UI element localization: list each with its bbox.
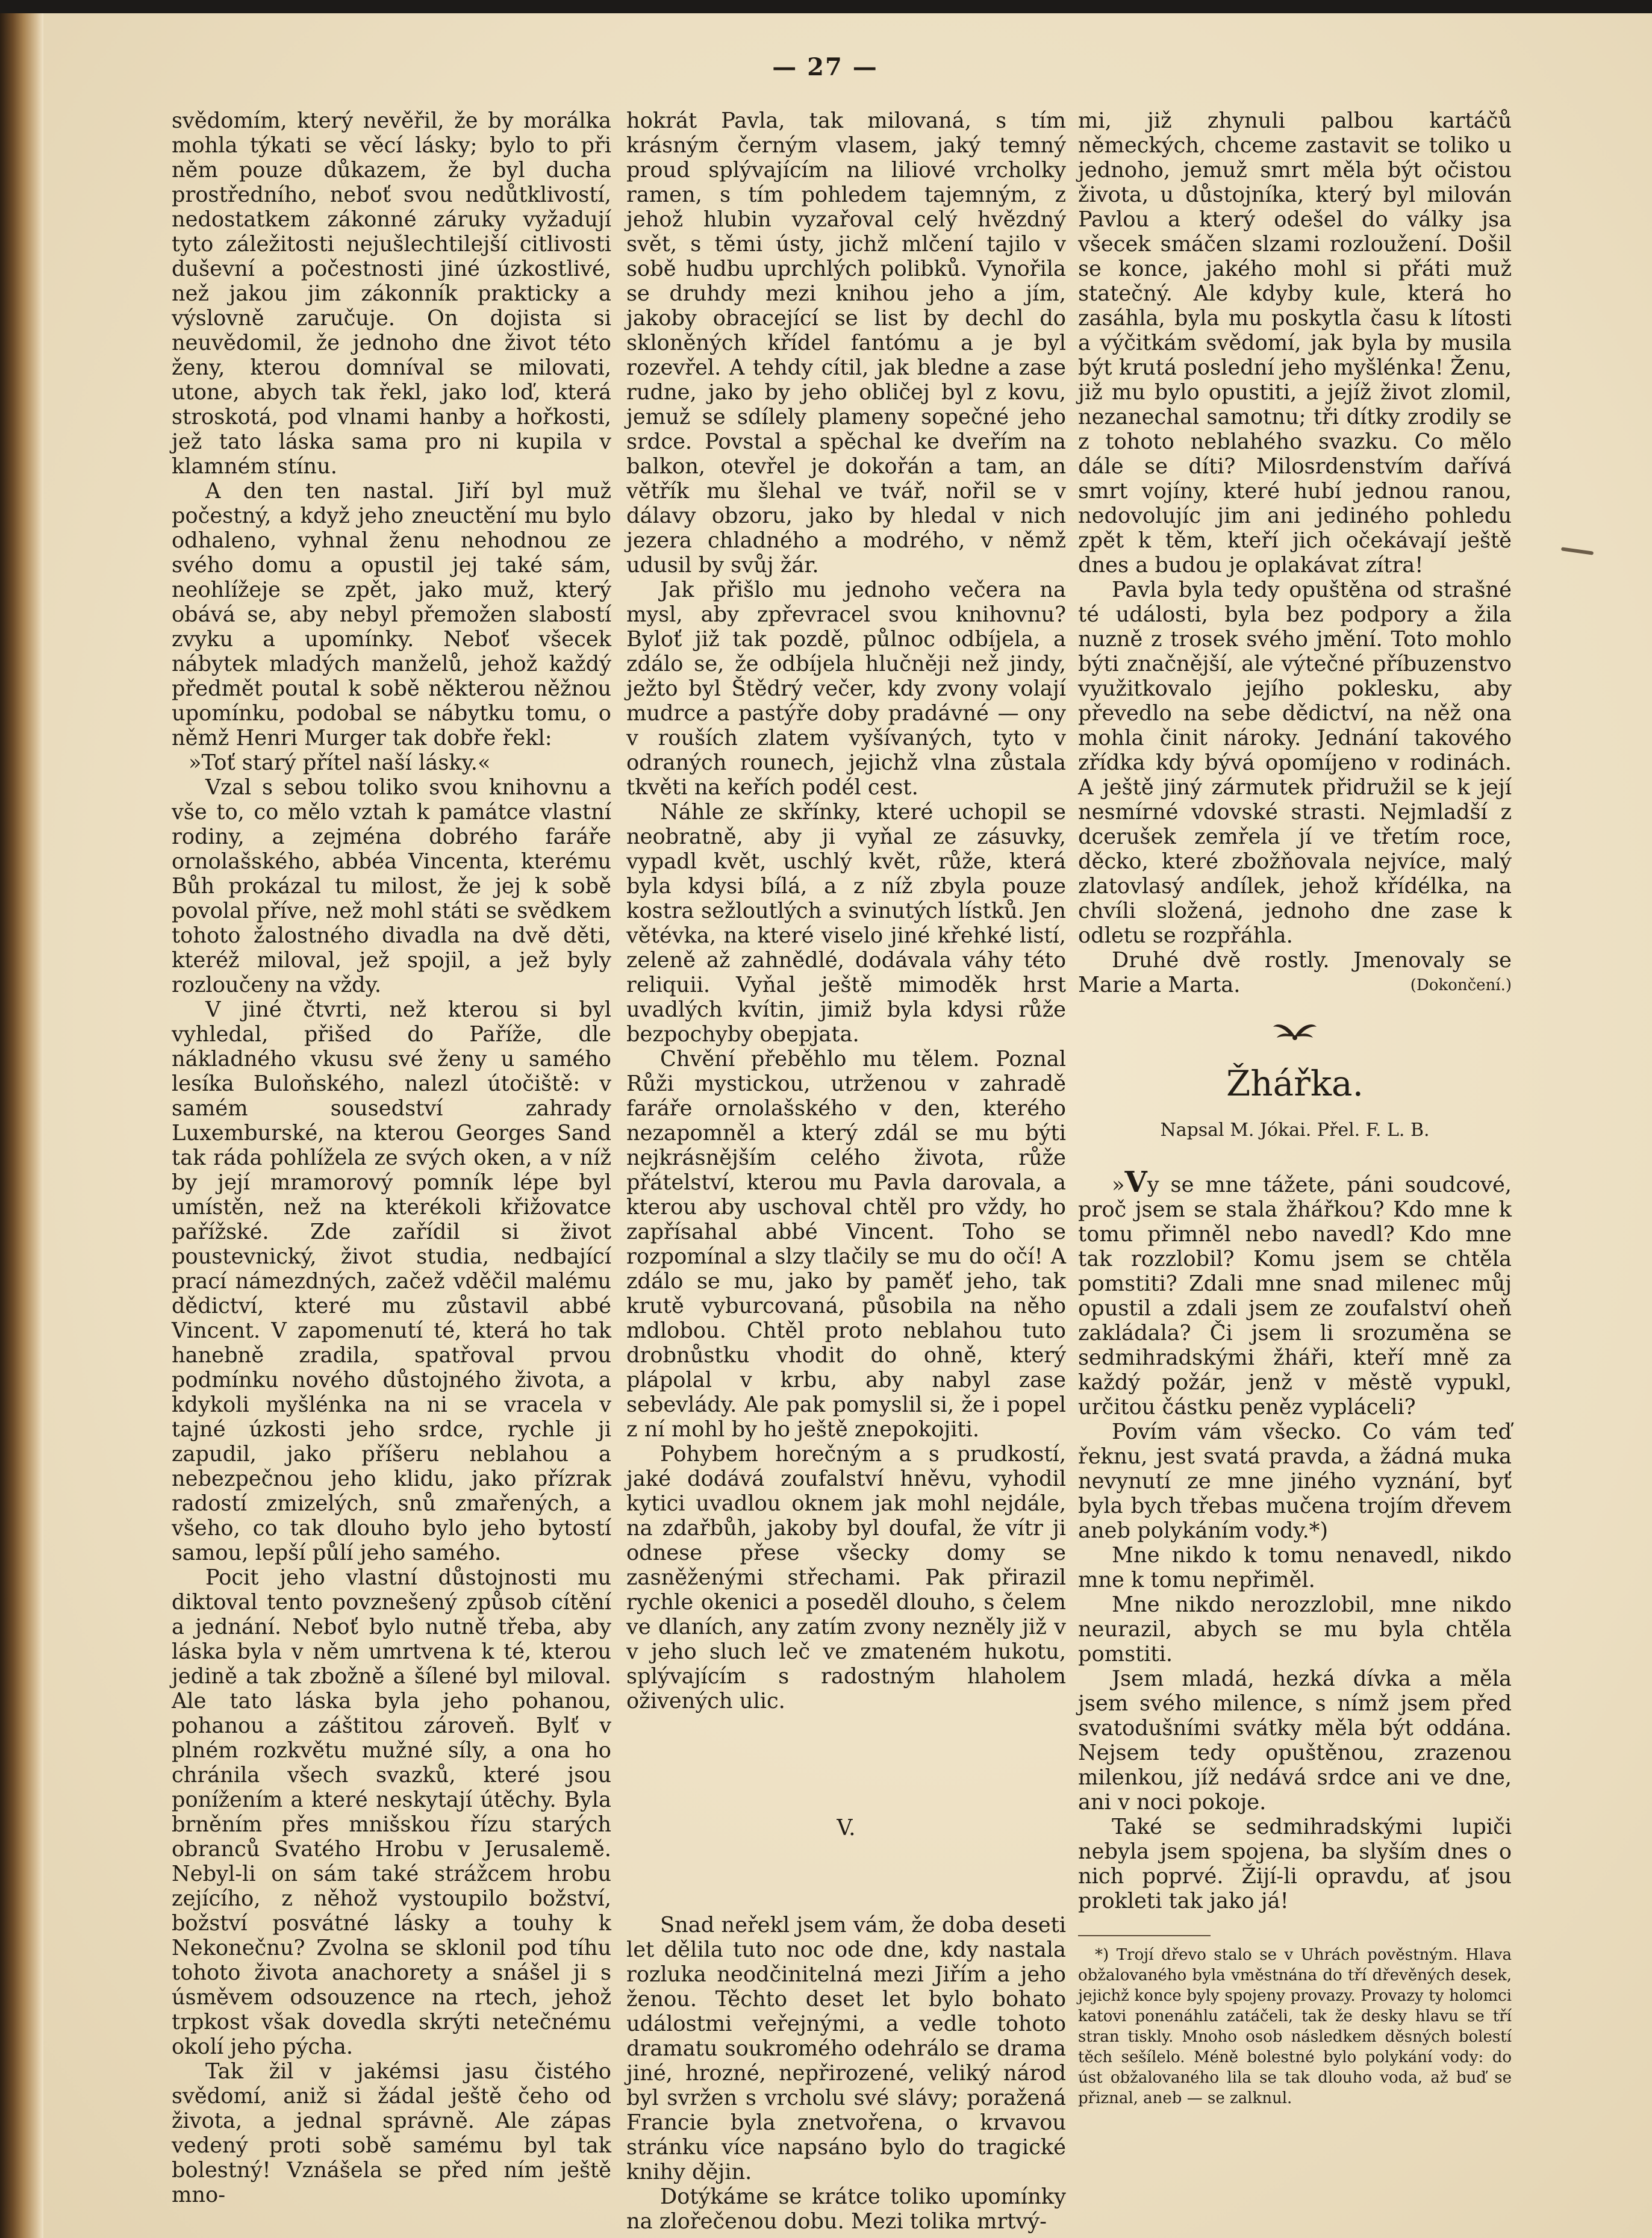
paragraph: Také se sedmihradskými lupiči nebyla jsem spojena, ba slyším dnes o nich poprvé. Žijí-li opravdu, ať jsou prokleti tak jako já!: [1078, 1815, 1512, 1913]
paragraph: Snad neřekl jsem vám, že doba deseti let dělila tuto noc ode dne, kdy nastala rozluka neodčinitelná mezi Jiřím a jeho ženou. Těchto deset let bylo bohato událostmi veřejnými, a vedle tohoto dramatu soukromého odehrálo se drama jiné, hrozné, nepřirozené, veliký národ byl svržen s vrcholu své slávy; poražená Francie byla znetvořena, o krvavou stránku více napsáno bylo do tragické knihy dějin.: [626, 1913, 1066, 2184]
paragraph: Jak přišlo mu jednoho večera na mysl, aby zpřevracel svou knihovnu? Byloť již tak pozdě, půlnoc odbíjela, a zdálo se, že odbíjela hlučněji než jindy, ježto byl Štědrý večer, kdy zvony volají mudrce a pastýře doby pradávné — ony v rouších zlatem vyšívaných, tyto v odraných rounech, jejichž vlna zůstala tkvěti na keřích podél cest.: [626, 578, 1066, 800]
text-column-1: [172, 108, 611, 2207]
page-binding-edge: [0, 13, 43, 2238]
paragraph: svědomím, který nevěřil, že by morálka mohla týkati se věcí lásky; bylo to při něm pouze důkazem, že byl ducha prostředního, neboť svou nedůtklivostí, nedostatkem zákonné záruky vyžadují tyto záležitosti nejušlechtilejší citlivosti duševní a počestnosti jiné úzkostlivé, než jakou jim zákonník prakticky a výslovně zaručuje. On dojista si neuvědomil, že jednoho dne život této ženy, kterou domníval se milovati, utone, abych tak řekl, jako loď, která stroskotá, pod vlnami hanby a hořkosti, jež tato láska sama pro ni kupila v klamném stínu.: [172, 108, 611, 479]
paragraph: Mne nikdo k tomu nenavedl, nikdo mne k tomu nepřiměl.: [1078, 1543, 1512, 1592]
story-first-text: y se mne tážete, páni soudcové, proč jsem se stala žhářkou? Kdo mne k tomu přimněl nebo navedl? Kdo mne tak rozzlobil? Komu jsem se chtěla pomstiti? Zdali mne snad milenec můj opustil a zdali jsem ze zoufalství oheň zakládala? Či jsem li srozuměna se sedmihradskými žháři, kteří mně za každý požár, jenž v městě vypukl, určitou částku peněz vypláceli?: [1078, 1173, 1512, 1420]
story-title: Žhářka.: [1226, 1063, 1364, 1104]
continued-note: (Dokončení.): [1410, 976, 1512, 994]
text-column-3: [1078, 108, 1512, 2109]
paragraph: Pohybem horečným a s prudkostí, jaké dodává zoufalství hněvu, vyhodil kytici uvadlou oknem jak mohl nejdále, na zdařbůh, jakoby byl doufal, že vítr ji odnese přese všecky domy se zasněženými střechami. Pak přirazil rychle okenici a poseděl dlouho, s čelem ve dlaních, any zatím zvony nezněly již v v jeho sluch leč ve zmateném hukotu, splývajícím s radostným hlaholem oživených ulic.: [626, 1442, 1066, 1713]
footnote-divider: [1078, 1935, 1211, 1936]
footnote-text: *) Trojí dřevo stalo se v Uhrách pověstným. Hlava obžalovaného byla vměstnána do tří dřevěných desek, jejichž konce byly spojeny provazy. Provazy ty holomci katovi ponenáhlu zatáčeli, tak že desky hlavu se tří stran tiskly. Mnoho osob následkem děsných bolestí těch sešílelo. Méně bolestné bylo polykání vody: do úst obžalovaného lila se tak dlouho voda, až buď se přiznal, aneb — se zalknul.: [1078, 1946, 1512, 2107]
open-quote: »: [1112, 1173, 1125, 1197]
paragraph: V jiné čtvrti, než kterou si byl vyhledal, přišed do Paříže, dle nákladného vkusu své ženy u samého lesíka Buloňského, nalezl útočiště: v samém sousedství zahrady Luxemburské, na kterou Georges Sand tak ráda pohlížela ze svých oken, a v níž by její mramorový pomník lépe byl umístěn, než na kterékoli křižovatce pařížské. Zde zařídil si život poustevnický, život studia, nedbající prací námezdných, začež vděčil malému dědictví, které mu zůstavil abbé Vincent. V zapomenutí té, která ho tak hanebně zradila, spatřoval prvou podmínku nového důstojného života, a kdykoli myšlénka na ni se vracela v tajné úzkosti jeho srdce, rychle ji zapudil, jako příšeru neblahou a nebezpečnou jeho klidu, jako přízrak radostí zmizelých, snů zmařených, a všeho, co tak dlouho bylo jeho bytostí samou, lepší půlí jeho samého.: [172, 997, 611, 1565]
paragraph: Dotýkáme se krátce toliko upomínky na zlořečenou dobu. Mezi tolika mrtvý-: [626, 2184, 1066, 2234]
paragraph: Pavla byla tedy opuštěna od strašné té události, byla bez podpory a žila nuzně z trosek svého jmění. Toto mohlo býti značnější, ale výtečné příbuzenstvo využitkovalo jejího poklesku, aby převedlo na sebe dědictví, na něž ona mohla činit nároky. Jednání takového zřídka kdy bývá opomíjeno v rodinách. A ještě jiný zármutek přidružil se k její nesmírné vdovské strasti. Nejmladší z dcerušek zemřela jí ve třetím roce, děcko, které zbožňovala nejvíce, malý zlatovlasý andílek, jehož křídélka, na chvíli složená, jednoho dne zase k odletu se rozpřáhla.: [1078, 578, 1512, 948]
fleuron-ornament-icon: [1078, 1018, 1512, 1048]
paragraph: hokrát Pavla, tak milovaná, s tím krásným černým vlasem, jaký temný proud splývajícím na liliové vrcholky ramen, s tím pohledem tajemným, z jehož hlubin vyzařoval celý hvězdný svět, s těmi ústy, jichž mlčení tajilo v sobě hudbu uprchlých polibků. Vynořila se druhdy mezi knihou jeho a jím, jakoby obracející se list by dechl do skloněných křídel fantómu a je byl rozevřel. A tehdy cítil, jak bledne a zase rudne, jako by jeho obličej byl z kovu, jemuž se sdílely plameny sopečné jeho srdce. Povstal a spěchal ke dveřím na balkon, otevřel je dokořán a tam, an větřík mu šlehal ve tvář, nořil se v dálavy obzoru, jako by hledal v nich jezera chladného a modrého, v němž udusil by svůj žár.: [626, 108, 1066, 578]
story-byline: Napsal M. Jókai. Přel. F. L. B.: [1160, 1120, 1430, 1141]
fleuron-ornament-svg: [1271, 1018, 1319, 1043]
text-column-2: [626, 108, 1066, 2234]
section-heading: V.: [837, 1816, 856, 1841]
paragraph: Jsem mladá, hezká dívka a měla jsem svého milence, s nímž jsem před svatodušními svátky měla být oddána. Nejsem tedy opuštěnou, zrazenou milenkou, jíž nedává srdce ani ve dne, ani v noci pokoje.: [1078, 1666, 1512, 1815]
paragraph: Vzal s sebou toliko svou knihovnu a vše to, co mělo vztah k památce vlastní rodiny, a zejména dobrého faráře ornolašského, abbéa Vincenta, kterému Bůh prokázal tu milost, že jej k sobě povolal příve, než mohl státi se svědkem tohoto žalostného divadla na dvě děti, kteréž miloval, jež spojil, a jež byly rozloučeny na vždy.: [172, 775, 611, 997]
paragraph: mi, již zhynuli palbou kartáčů německých, chceme zastavit se toliko u jednoho, jemuž smrt měla být očistou života, u důstojníka, který byl milován Pavlou a který odešel do války jsa všecek smáčen slzami rozloužení. Došil se konce, jakého mohl si přáti muž statečný. Ale kdyby kule, která ho zasáhla, byla mu poskytla času k lítosti a výčitkám svědomí, jak byla by musila být krutá poslední jeho myšlénka! Ženu, již mu bylo opustiti, a jejíž život zlomil, nezanechal samotnu; tři dítky zrodily se z tohoto neblahého svazku. Co mělo dále se díti? Milosrdenstvím dařívá smrt vojíny, které hubí jednou ranou, nedovolujíc jim ani jediného pohledu zpět k těm, kteří jich očekávají ještě dnes a budou je oplakávat zítra!: [1078, 108, 1512, 578]
paragraph: A den ten nastal. Jiří byl muž počestný, a když jeho zneuctění mu bylo odhaleno, vyhnal ženu nehodnou ze svého domu a opustil jej také sám, neohlížeje se zpět, jako muž, který obává se, aby nebyl přemožen slabostí zvyku a upomínky. Neboť všecek nábytek mladých manželů, jehož každý předmět poutal k sobě některou něžnou upomínku, podobal se nábytku tomu, o němž Henri Murger tak dobře řekl:: [172, 479, 611, 750]
page-number: — 27 —: [772, 53, 878, 81]
paragraph: Druhé dvě rostly. Jmenovaly se Marie a Marta.: [1078, 948, 1512, 997]
paragraph: Chvění přeběhlo mu tělem. Poznal Růži mystickou, utrženou v zahradě faráře ornolašského v den, kterého nezapomněl a který zdál se mu býti nejkrásnějším celého života, růže přátelství, kterou mu Pavla darovala, a kterou aby uschoval chtěl pro vždy, ho zapřísahal abbé Vincent. Toho se rozpomínal a slzy tlačily se mu do očí! A zdálo se mu, jako by paměť jeho, tak krutě vyburcovaná, působila na něho mdlobou. Chtěl proto neblahou tuto drobnůstku vhodit do ohně, který plápolal v krbu, aby nabyl zase sebevlády. Ale pak pomyslil si, že i popel z ní mohl by ho ještě znepokojiti.: [626, 1047, 1066, 1442]
footnote: [1078, 1945, 1512, 2109]
quotation: »Toť starý přítel naší lásky.«: [189, 750, 491, 775]
paragraph: Pocit jeho vlastní důstojnosti mu diktoval tento povznešený způsob cítění a jednání. Neboť bylo nutně třeba, aby láska byla v něm umrtvena k té, kterou jedině a tak zbožně a šílené byl miloval. Ale tato láska byla jeho pohanou, pohanou a záštitou zároveň. Bylť v plném rozkvětu mužné síly, a ona ho chránila všech svazků, které jsou ponížením a které neskytají útěchy. Byla brněním přes mnišskou řízu starých obranců Svatého Hrobu v Jerusalemě. Nebyl-li on sám také strážcem hrobu zejícího, z něhož vystoupilo božství, božství posvátné lásky a touhy k Nekonečnu? Zvolna se sklonil pod tíhu tohoto života anachorety a snášel ji s úsměvem odsouzence na rtech, jehož trpkost však dovedla skrýti netečnému okolí jeho pýcha.: [172, 1565, 611, 2059]
paragraph: Povím vám všecko. Co vám teď řeknu, jest svatá pravda, a žádná muka nevynutí ze mne jiného vyznání, byť byla bych třebas mučena trojím dřevem aneb polykáním vody.*): [1078, 1420, 1512, 1543]
story-first-paragraph: [1078, 1165, 1512, 1420]
paragraph: Náhle ze skřínky, které uchopil se neobratně, aby ji vyňal ze zásuvky, vypadl květ, uschlý květ, růže, která byla kdysi bílá, a z níž zbyla pouze kostra sežloutlých a svinutých lístků. Jen větévka, na které viselo jiné křehké listí, zeleně až zahnědlé, dodávala váhy této reliquii. Vyňal ještě mimoděk hrst uvadlých kvítin, jimiž byla kdysi růže bezpochyby obepjata.: [626, 800, 1066, 1047]
paragraph: Tak žil v jakémsi jasu čistého svědomí, aniž si žádal ještě čeho od života, a jednal správně. Ale zápas vedený proti sobě samému byl tak bolestný! Vznášela se před ním ještě mno-: [172, 2059, 611, 2207]
drop-cap: V: [1124, 1165, 1147, 1199]
paragraph: Mne nikdo nerozzlobil, mne nikdo neurazil, abych se mu byla chtěla pomstiti.: [1078, 1592, 1512, 1666]
